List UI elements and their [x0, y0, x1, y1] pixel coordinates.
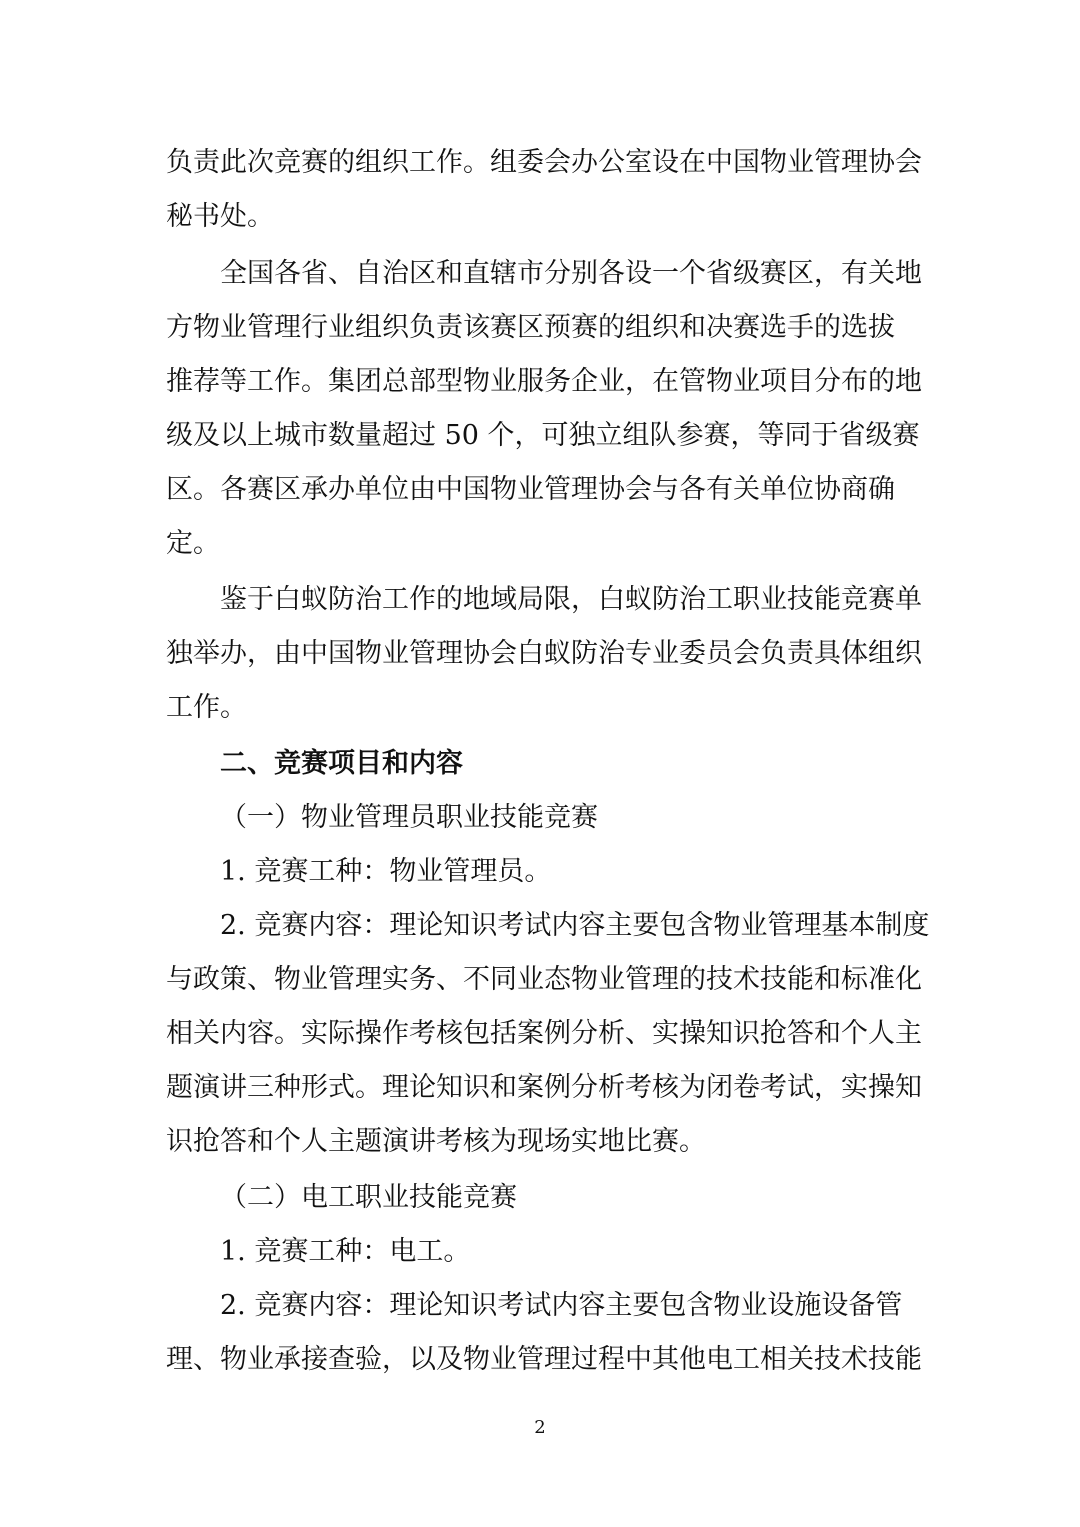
paragraph-2-line-5: 区。各赛区承办单位由中国物业管理协会与各有关单位协商确 [166, 474, 895, 505]
paragraph-3-line-3: 工作。 [166, 692, 247, 723]
subsection-1-item-2-line-4: 题演讲三种形式。理论知识和案例分析考核为闭卷考试，实操知 [166, 1072, 922, 1103]
subsection-1-item-2-line-3: 相关内容。实际操作考核包括案例分析、实操知识抢答和个人主 [166, 1018, 922, 1049]
subsection-1-item-2-line-5: 识抢答和个人主题演讲考核为现场实地比赛。 [166, 1126, 706, 1157]
subsection-2-item-2-line-2: 理、物业承接查验，以及物业管理过程中其他电工相关技术技能 [166, 1344, 922, 1375]
page-number: 2 [534, 1417, 546, 1438]
paragraph-1-line-1: 负责此次竞赛的组织工作。组委会办公室设在中国物业管理协会 [166, 147, 922, 178]
subsection-1-item-2-line-1: 2. 竞赛内容：理论知识考试内容主要包含物业管理基本制度 [220, 910, 930, 941]
section-heading-2: 二、竞赛项目和内容 [220, 748, 463, 779]
paragraph-2-line-3: 推荐等工作。集团总部型物业服务企业，在管物业项目分布的地 [166, 366, 922, 397]
subsection-2-title: （二）电工职业技能竞赛 [220, 1182, 517, 1213]
paragraph-2-line-4: 级及以上城市数量超过 50 个，可独立组队参赛，等同于省级赛 [166, 420, 920, 451]
subsection-1-item-1: 1. 竞赛工种：物业管理员。 [220, 856, 552, 887]
paragraph-1-line-2: 秘书处。 [166, 201, 274, 232]
paragraph-3-line-1: 鉴于白蚁防治工作的地域局限，白蚁防治工职业技能竞赛单 [220, 584, 922, 615]
subsection-2-item-1: 1. 竞赛工种：电工。 [220, 1236, 471, 1267]
paragraph-2-line-2: 方物业管理行业组织负责该赛区预赛的组织和决赛选手的选拔 [166, 312, 895, 343]
subsection-1-item-2-line-2: 与政策、物业管理实务、不同业态物业管理的技术技能和标准化 [166, 964, 922, 995]
paragraph-3-line-2: 独举办，由中国物业管理协会白蚁防治专业委员会负责具体组织 [166, 638, 922, 669]
subsection-1-title: （一）物业管理员职业技能竞赛 [220, 802, 598, 833]
paragraph-2-line-6: 定。 [166, 528, 220, 559]
paragraph-2-line-1: 全国各省、自治区和直辖市分别各设一个省级赛区，有关地 [220, 258, 922, 289]
subsection-2-item-2-line-1: 2. 竞赛内容：理论知识考试内容主要包含物业设施设备管 [220, 1290, 903, 1321]
